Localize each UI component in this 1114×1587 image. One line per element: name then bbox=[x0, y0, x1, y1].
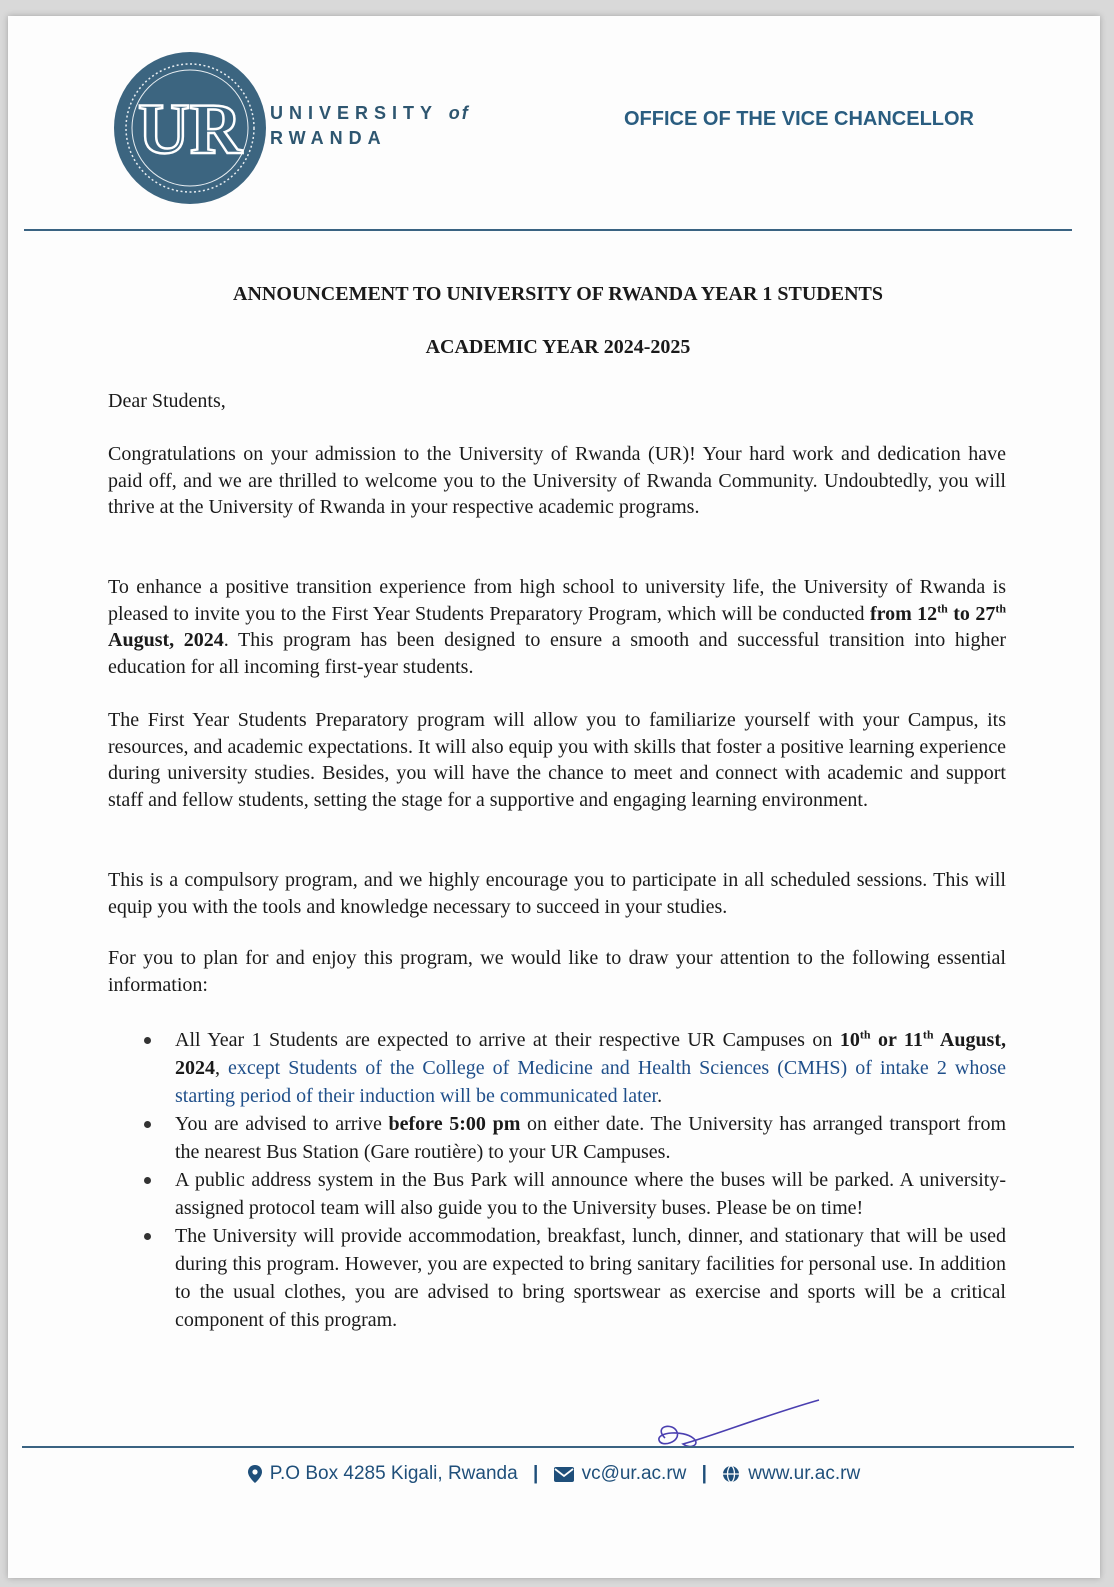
university-line1: UNIVERSITY bbox=[270, 103, 438, 123]
university-logo bbox=[112, 50, 268, 206]
list-item: All Year 1 Students are expected to arrive at their respective UR Campuses on 10th or 11th August, 2024, except Students of the College of Medicine and Health Sciences (CMHS) of intake 2 whose starting period of their induction will be communicated later. bbox=[108, 1026, 1006, 1110]
logo-monogram: UR bbox=[138, 89, 242, 169]
footer-contact bbox=[8, 1463, 1100, 1485]
website-item[interactable] bbox=[722, 1463, 860, 1485]
p2-text-c: . This program has been designed to ensure a smooth and successful transition into higher education for all incoming first-year students. bbox=[108, 629, 1007, 678]
email-link[interactable]: vc@ur.ac.rw bbox=[581, 1463, 687, 1484]
separator: | bbox=[532, 1463, 539, 1485]
paragraph-program-purpose: The First Year Students Preparatory program will allow you to familiarize yourself with your Campus, its resources, and academic expectations. It will also equip you with skills that foster a positive learning experience during university studies. Besides, you will have the chance to meet and connect with academic and support staff and fellow students, setting the stage for a supportive and engaging learning environment. bbox=[108, 709, 1006, 811]
bullet-icon bbox=[144, 1177, 151, 1184]
address-text: P.O Box 4285 Kigali, Rwanda bbox=[269, 1463, 518, 1484]
paragraph-essential-info: For you to plan for and enjoy this program, we would like to draw your attention to the following essential information: bbox=[108, 947, 1006, 996]
paragraph-program-dates bbox=[108, 574, 1006, 680]
bullet-icon bbox=[144, 1037, 151, 1044]
announcement-title: ANNOUNCEMENT TO UNIVERSITY OF RWANDA YEAR 1 STUDENTS bbox=[233, 283, 883, 305]
list-item: The University will provide accommodation, breakfast, lunch, dinner, and stationary that will be used during this program. However, you are expected to bring sanitary facilities for personal use. In addition to the usual clothes, you are advised to bring sportswear as exercise and sports will be a critical component of this program. bbox=[108, 1222, 1006, 1334]
p2-text-a: To enhance a positive transition experience from high school to university life, the University of Rwanda is pleased to invite you to the First Year Students Preparatory Program, which will be conducted bbox=[108, 576, 1006, 625]
cmhs-exception-text: except Students of the College of Medicine and Health Sciences (CMHS) of intake 2 whose starting period of their induction will be communicated later bbox=[175, 1057, 1007, 1107]
list-item: You are advised to arrive before 5:00 pm on either date. The University has arranged transport from the nearest Bus Station (Gare routière) to your UR Campuses. bbox=[108, 1110, 1006, 1166]
bullet-icon bbox=[144, 1121, 151, 1128]
globe-icon bbox=[722, 1465, 740, 1483]
location-pin-icon bbox=[248, 1465, 262, 1483]
list-item: A public address system in the Bus Park will announce where the buses will be parked. A university-assigned protocol team will also guide you to the University buses. Please be on time! bbox=[108, 1166, 1006, 1222]
separator: | bbox=[701, 1463, 707, 1485]
paragraph-compulsory: This is a compulsory program, and we highly encourage you to participate in all scheduled sessions. This will equip you with the tools and knowledge necessary to succeed in your studies. bbox=[108, 869, 1006, 918]
bullet-icon bbox=[144, 1233, 151, 1240]
info-bullet-list bbox=[108, 1026, 1006, 1334]
paragraph-congratulations: Congratulations on your admission to the University of Rwanda (UR)! Your hard work and dedication have paid off, and we are thrilled to welcome you to the University of Rwanda Community. Undoubtedly, you will thrive at the University of Rwanda in your respective academic programs. bbox=[108, 443, 1006, 518]
university-of: of bbox=[448, 103, 470, 123]
header-divider bbox=[24, 229, 1072, 231]
footer-divider bbox=[22, 1446, 1074, 1448]
salutation: Dear Students, bbox=[108, 390, 226, 412]
letter-page bbox=[8, 16, 1100, 1578]
p2-date-from: from 12th to 27th August, 2024 bbox=[108, 600, 1006, 651]
address-item bbox=[248, 1463, 518, 1485]
envelope-icon bbox=[554, 1467, 574, 1482]
office-title: OFFICE OF THE VICE CHANCELLOR bbox=[624, 108, 974, 130]
academic-year-title: ACADEMIC YEAR 2024-2025 bbox=[425, 336, 691, 358]
university-name bbox=[270, 101, 470, 151]
email-item[interactable] bbox=[554, 1463, 687, 1485]
website-link[interactable]: www.ur.ac.rw bbox=[748, 1463, 861, 1484]
university-line2: RWANDA bbox=[270, 128, 387, 148]
